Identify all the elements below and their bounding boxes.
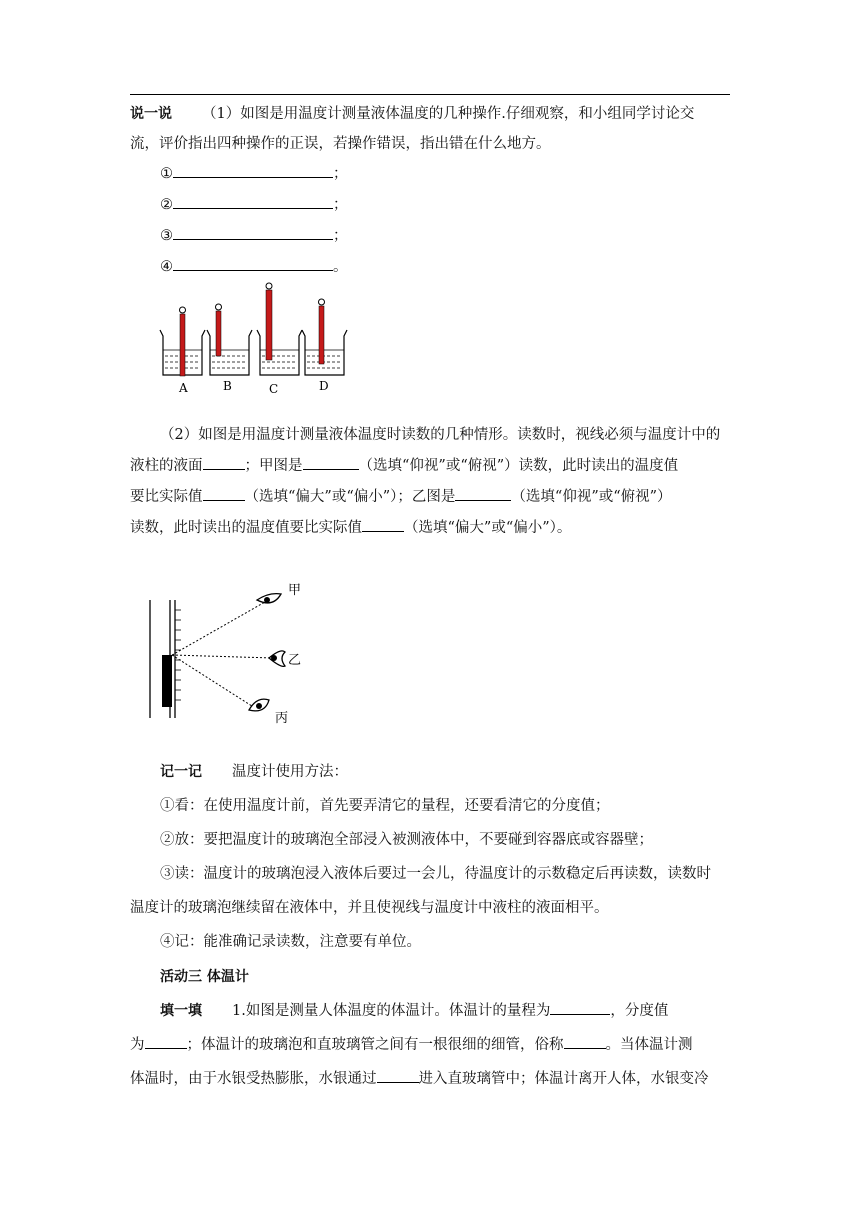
activity3-heading: 活动三 体温计 <box>160 969 249 985</box>
figure1-label-c: C <box>269 382 279 396</box>
answer-blank[interactable] <box>203 486 245 501</box>
usage-item-look: ①看：在使用温度计前，首先要弄清它的量程，还要看清它的分度值； <box>160 798 610 814</box>
answer-line-2: ② ； <box>160 193 348 217</box>
answer-line-3: ③ ； <box>160 224 348 248</box>
answer-blank[interactable] <box>303 455 359 470</box>
usage-item-record: ④记：能准确记录读数，注意要有单位。 <box>160 934 421 950</box>
answer-blank[interactable] <box>173 256 333 271</box>
thermometer-beakers-figure <box>155 280 355 400</box>
answer-blank[interactable] <box>173 225 333 240</box>
answer-line-4: ④ 。 <box>160 255 348 279</box>
usage-method-section <box>130 755 735 959</box>
section-label-shuoyishuo: 说一说 <box>130 106 172 122</box>
header-rule <box>130 94 730 95</box>
answer-blank[interactable] <box>377 1068 419 1083</box>
answer-blank[interactable] <box>173 194 333 209</box>
answer-blank[interactable] <box>362 517 404 532</box>
figure2-label-bing: 丙 <box>275 711 289 726</box>
figure2-label-jia: 甲 <box>288 583 302 598</box>
beaker-a <box>160 307 205 376</box>
answer-blank[interactable] <box>145 1034 187 1049</box>
q1-paragraph <box>130 99 735 159</box>
figure1-label-b: B <box>223 379 232 393</box>
reading-angle-figure <box>145 570 325 730</box>
q1-line1: （1）如图是用温度计测量液体温度的几种操作.仔细观察，和小组同学讨论交 <box>202 106 695 122</box>
usage-item-read-cont: 温度计的玻璃泡继续留在液体中，并且使视线与温度计中液柱的液面相平。 <box>130 900 609 916</box>
answer-blank[interactable] <box>550 1000 610 1015</box>
figure1-label-d: D <box>319 379 329 393</box>
q1-line2: 流，评价指出四种操作的正误，若操作错误，指出错在什么地方。 <box>130 136 551 152</box>
eye-icon-bing <box>249 699 269 711</box>
figure1-label-a: A <box>179 381 188 395</box>
liquid-column <box>162 655 172 707</box>
beaker-b <box>207 304 252 375</box>
section-label-jiyiji: 记一记 <box>160 764 202 780</box>
figure2-label-yi: 乙 <box>288 653 302 668</box>
usage-item-read: ③读：温度计的玻璃泡浸入液体后要过一会儿，待温度计的示数稳定后再读数，读数时 <box>160 866 711 882</box>
answer-blank[interactable] <box>203 455 245 470</box>
eye-icon-jia <box>257 594 281 603</box>
section-label-tianyitian: 填一填 <box>160 1003 202 1019</box>
q2-paragraph: （2）如图是用温度计测量液体温度时读数的几种情形。读数时，视线必须与温度计中的 液柱的液面 ；甲图是 （选填“仰视”或“俯视”）读数，此时读出的温度值 要比实际值 （选填“偏大”或“偏小”）；乙图是 （选填“仰视”或“俯视”） 读数，此时读出的温度值要比实际值 （选填“偏大”或“偏小”）。 <box>130 427 721 536</box>
usage-method-title: 温度计使用方法： <box>232 764 348 780</box>
answer-blank[interactable] <box>173 163 333 178</box>
answer-blank[interactable] <box>564 1034 606 1049</box>
beaker-c <box>257 283 302 375</box>
eye-icon-yi <box>269 651 285 666</box>
activity3-section: 活动三 体温计 填一填 1.如图是测量人体温度的体温计。体温计的量程为 ，分度值 为 ；体温计的玻璃泡和直玻璃管之间有一根很细的细管，俗称 。当体温计测 体温时，由于水银受热膨胀，水银通过 进入直玻璃管中；体温计离开人体，水银变冷 <box>130 969 709 1087</box>
answer-blank[interactable] <box>455 486 511 501</box>
answer-line-1: ① ； <box>160 162 348 186</box>
beaker-d <box>302 299 347 375</box>
usage-item-place: ②放：要把温度计的玻璃泡全部浸入被测液体中，不要碰到容器底或容器壁； <box>160 832 653 848</box>
